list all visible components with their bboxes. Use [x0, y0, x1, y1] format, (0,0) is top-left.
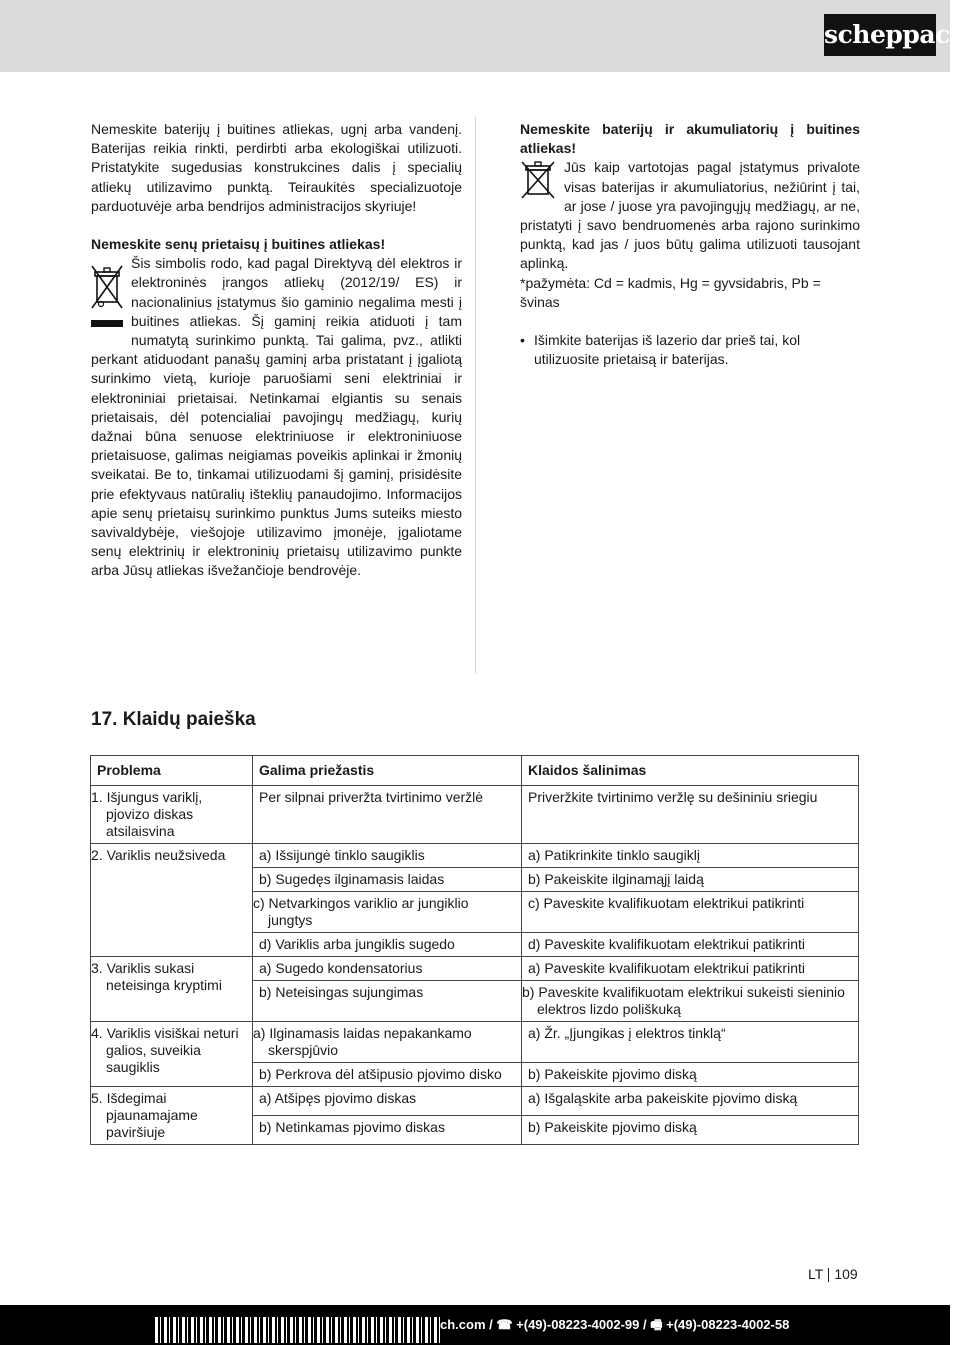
- problem-cell: 3. Variklis sukasi neteisinga kryptimi: [91, 957, 253, 1022]
- column-header: Galima priežastis: [253, 756, 522, 786]
- weee-heading: Nemeskite senų prietaisų į buitines atliekas!: [91, 236, 386, 253]
- remedy-cell: a) Žr. „Įjungikas į elektros tinklą“: [522, 1022, 859, 1063]
- battery-text: Jūs kaip vartotojas pagal įstatymus privalote visas baterijas ir akumuliatorius, nežiūrint į tai, ar jose / juose yra pavojingųjų medžiagų, ar ne, pristatyti į savo bendruomenės arba rajono surinkimo punktą, kad jas / juos būtų galima utilizuoti tausojant aplinką.: [520, 159, 860, 272]
- scheppach-logo: scheppach: [824, 14, 936, 56]
- remedy-cell: a) Išgaląskite arba pakeiskite pjovimo diską: [522, 1087, 859, 1116]
- remedy-cell: a) Paveskite kvalifikuotam elektrikui patikrinti: [522, 957, 859, 981]
- battery-list: [520, 331, 860, 369]
- remedy-cell: Priveržkite tvirtinimo veržlę su dešininiu sriegiu: [522, 786, 859, 844]
- problem-cell: 2. Variklis neužsiveda: [91, 844, 253, 957]
- cause-cell: b) Sugedęs ilginamasis laidas: [253, 868, 522, 892]
- cause-cell: a) Atšipęs pjovimo diskas: [253, 1087, 522, 1116]
- column-header: Klaidos šalinimas: [522, 756, 859, 786]
- remedy-cell: d) Paveskite kvalifikuotam elektrikui patikrinti: [522, 933, 859, 957]
- remedy-cell: b) Pakeiskite pjovimo diską: [522, 1116, 859, 1145]
- header-bar: [0, 0, 967, 72]
- table-row: [91, 1087, 859, 1116]
- table-row: [91, 786, 859, 844]
- weee-text: Šis simbolis rodo, kad pagal Direktyvą dėl elektros ir elektroninės įrangos atliekų (2012/19/ ES) ir nacionalinius įstatymus šio gaminio negalima mesti į buitines atliekas. Šį gaminį reikia atiduoti į tam numatytą surinkimo punktą. Tai galima, pvz., atlikti perkant atiduodant panašų gaminį arba pristatant į įgaliotą surinkimo vietą, kurioje paruošiami seni elektriniai ir elektroniniai prietaisai. Netinkamai elgiantis su senais prietaisais, dėl potencialiai pavojingų medžiagų, kurių dažnai būna senuose elektriniuose ir elektroniniuose prietaisuose, galimas neigiamas poveikis aplinkai ir žmonių sveikatai. Be to, tinkamai utilizuodami šį gaminį, prisidėsite prie efektyvaus natūralių išteklių panaudojimo. Informacijos apie senų prietaisų surinkimo punktus Jums suteiks miesto savivaldybėje, viešojoje utilizavimo įmonėje, įgaliotame senų elektrinių ir elektroninių prietaisų utilizavimo punkte arba Jūsų atliekas išvežančioje bendrovėje.: [91, 255, 462, 579]
- troubleshooting-table: [90, 755, 859, 1145]
- battery-note: *pažymėta: Cd = kadmis, Hg = gyvsidabris, Pb = švinas: [520, 274, 821, 310]
- left-column: [91, 120, 462, 581]
- footer-barcode: [155, 1317, 440, 1343]
- cause-cell: d) Variklis arba jungiklis sugedo: [253, 933, 522, 957]
- cause-cell: a) Sugedo kondensatorius: [253, 957, 522, 981]
- page-num: 109: [834, 1266, 858, 1282]
- cause-cell: b) Neteisingas sujungimas: [253, 981, 522, 1022]
- table-header-row: [91, 756, 859, 786]
- problem-cell: 5. Išdegimai pjaunamajame paviršiuje: [91, 1087, 253, 1145]
- cause-cell: b) Netinkamas pjovimo diskas: [253, 1116, 522, 1145]
- crossed-bin-icon: [91, 262, 131, 334]
- remedy-cell: b) Pakeiskite pjovimo diską: [522, 1063, 859, 1087]
- remedy-cell: c) Paveskite kvalifikuotam elektrikui patikrinti: [522, 892, 859, 933]
- cause-cell: Per silpnai priveržta tvirtinimo veržlė: [253, 786, 522, 844]
- problem-cell: 4. Variklis visiškai neturi galios, suveikia saugiklis: [91, 1022, 253, 1087]
- column-divider: [475, 116, 476, 674]
- footer-bar: [0, 1305, 950, 1345]
- page-number: [808, 1266, 858, 1282]
- battery-disposal-text: Nemeskite baterijų į buitines atliekas, ugnį arba vandenį. Baterijas reikia rinkti, perdirbti arba ekologiškai utilizuoti. Pristatykite sugedusias konstrukcines dalis į specialių atliekų utilizavimo punktą. Teiraukitės specializuotoje parduotuvėje arba bendrijos administracijos skyriuje!: [91, 121, 462, 214]
- cause-cell: a) Išsijungė tinklo saugiklis: [253, 844, 522, 868]
- cause-cell: c) Netvarkingos variklio ar jungiklio jungtys: [253, 892, 522, 933]
- remedy-cell: b) Paveskite kvalifikuotam elektrikui sukeisti sieninio elektros lizdo poliškuką: [522, 981, 859, 1022]
- cause-cell: a) Ilginamasis laidas nepakankamo skerspjūvio: [253, 1022, 522, 1063]
- right-column: [520, 120, 860, 369]
- remedy-cell: a) Patikrinkite tinklo saugiklį: [522, 844, 859, 868]
- table-row: [91, 1022, 859, 1063]
- list-item: • Išimkite baterijas iš lazerio dar prieš tai, kol utilizuosite prietaisą ir baterijas.: [520, 331, 860, 369]
- problem-cell: 1. Išjungus variklį, pjovizo diskas atsilaisvina: [91, 786, 253, 844]
- page-lang: LT: [808, 1266, 824, 1282]
- footer-contact: ch.com / ☎ +(49)-08223-4002-99 / 🖷 +(49)-08223-4002-58: [440, 1317, 790, 1332]
- table-row: [91, 844, 859, 868]
- remedy-cell: b) Pakeiskite ilginamąjį laidą: [522, 868, 859, 892]
- table-row: [91, 957, 859, 981]
- cause-cell: b) Perkrova dėl atšipusio pjovimo disko: [253, 1063, 522, 1087]
- section-title: 17. Klaidų paieška: [91, 709, 256, 730]
- battery-heading: Nemeskite baterijų ir akumuliatorių į buitines atliekas!: [520, 121, 860, 157]
- crossed-battery-bin-icon: [520, 160, 564, 214]
- column-header: Problema: [91, 756, 253, 786]
